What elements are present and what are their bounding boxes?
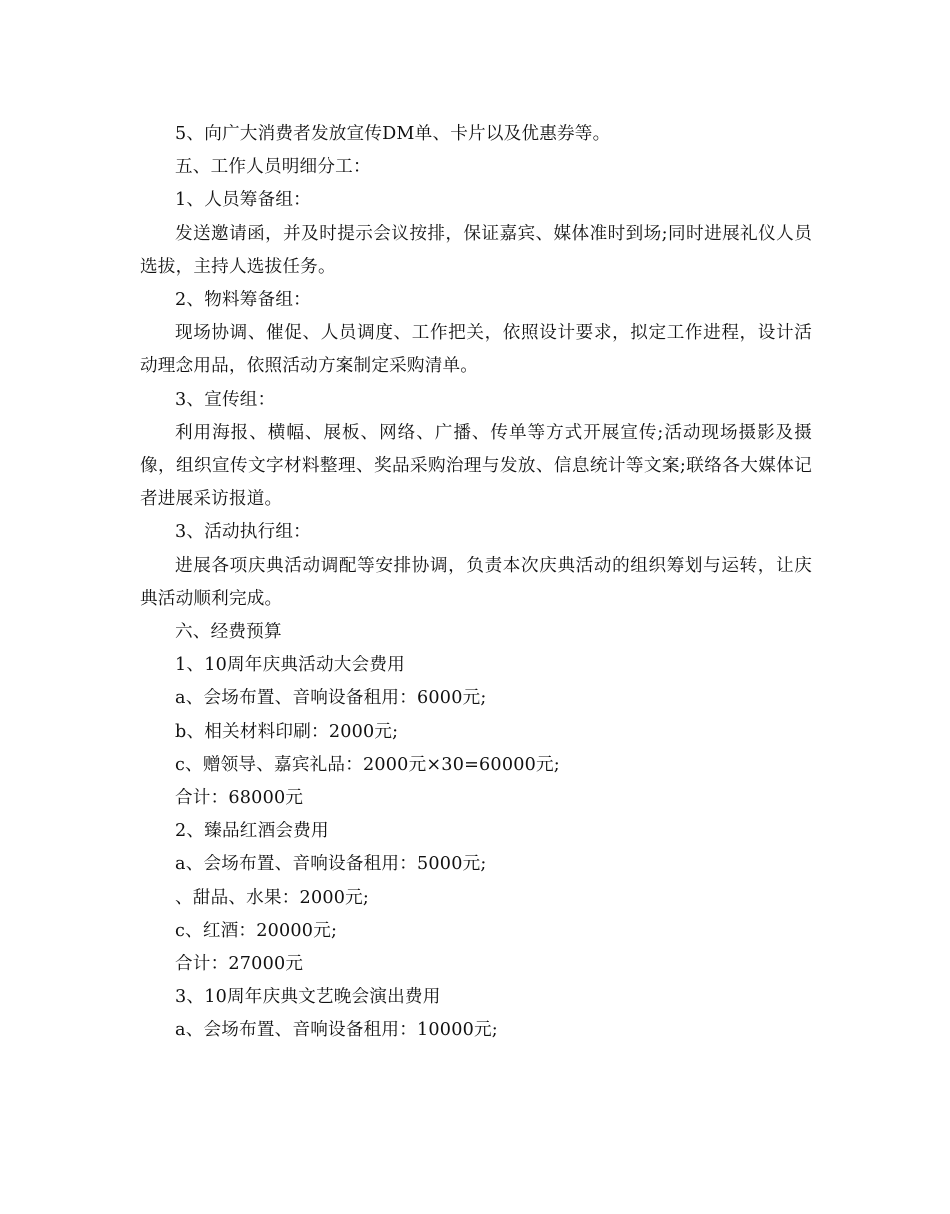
list-item-distribute-flyers: 5、向广大消费者发放宣传DM单、卡片以及优惠券等。 bbox=[175, 124, 611, 144]
budget-subtotal: 合计：27000元 bbox=[175, 954, 304, 975]
budget-item-anniversary-conference: 1、10周年庆典活动大会费用 bbox=[175, 655, 405, 676]
budget-subtotal: 合计：68000元 bbox=[175, 788, 304, 809]
budget-line: c、赠领导、嘉宾礼品：2000元×30=60000元; bbox=[175, 754, 560, 775]
subheading-execution-group: 3、活动执行组： bbox=[175, 522, 311, 543]
budget-item-wine-party: 2、臻品红酒会费用 bbox=[175, 821, 329, 842]
budget-item-gala-performance: 3、10周年庆典文艺晚会演出费用 bbox=[175, 987, 441, 1008]
paragraph-execution-group: 进展各项庆典活动调配等安排协调，负责本次庆典活动的组织筹划与运转，让庆典活动顺利完成。 bbox=[140, 555, 812, 609]
budget-line: 、甜品、水果：2000元; bbox=[175, 887, 370, 908]
document-body bbox=[140, 118, 812, 1048]
budget-line: a、会场布置、音响设备租用：5000元; bbox=[175, 854, 487, 875]
budget-line: a、会场布置、音响设备租用：6000元; bbox=[175, 688, 487, 709]
budget-line: b、相关材料印刷：2000元; bbox=[175, 721, 399, 742]
section-heading-budget: 六、经费预算 bbox=[175, 622, 282, 643]
paragraph-personnel-group: 发送邀请函，并及时提示会议按排，保证嘉宾、媒体准时到场;同时进展礼仪人员选拔，主持人选拔任务。 bbox=[140, 223, 812, 277]
subheading-personnel-group: 1、人员筹备组： bbox=[175, 190, 311, 211]
budget-line: c、红酒：20000元; bbox=[175, 920, 338, 941]
paragraph-publicity-group: 利用海报、横幅、展板、网络、广播、传单等方式开展宣传;活动现场摄影及摄像，组织宣传文字材料整理、奖品采购治理与发放、信息统计等文案;联络各大媒体记者进展采访报道。 bbox=[140, 422, 812, 510]
budget-line: a、会场布置、音响设备租用：10000元; bbox=[175, 1020, 498, 1041]
subheading-materials-group: 2、物料筹备组： bbox=[175, 290, 311, 311]
section-heading-staff-roles: 五、工作人员明细分工： bbox=[175, 157, 371, 178]
paragraph-materials-group: 现场协调、催促、人员调度、工作把关，依照设计要求，拟定工作进程，设计活动理念用品，依照活动方案制定采购清单。 bbox=[140, 323, 812, 377]
subheading-publicity-group: 3、宣传组： bbox=[175, 389, 276, 410]
